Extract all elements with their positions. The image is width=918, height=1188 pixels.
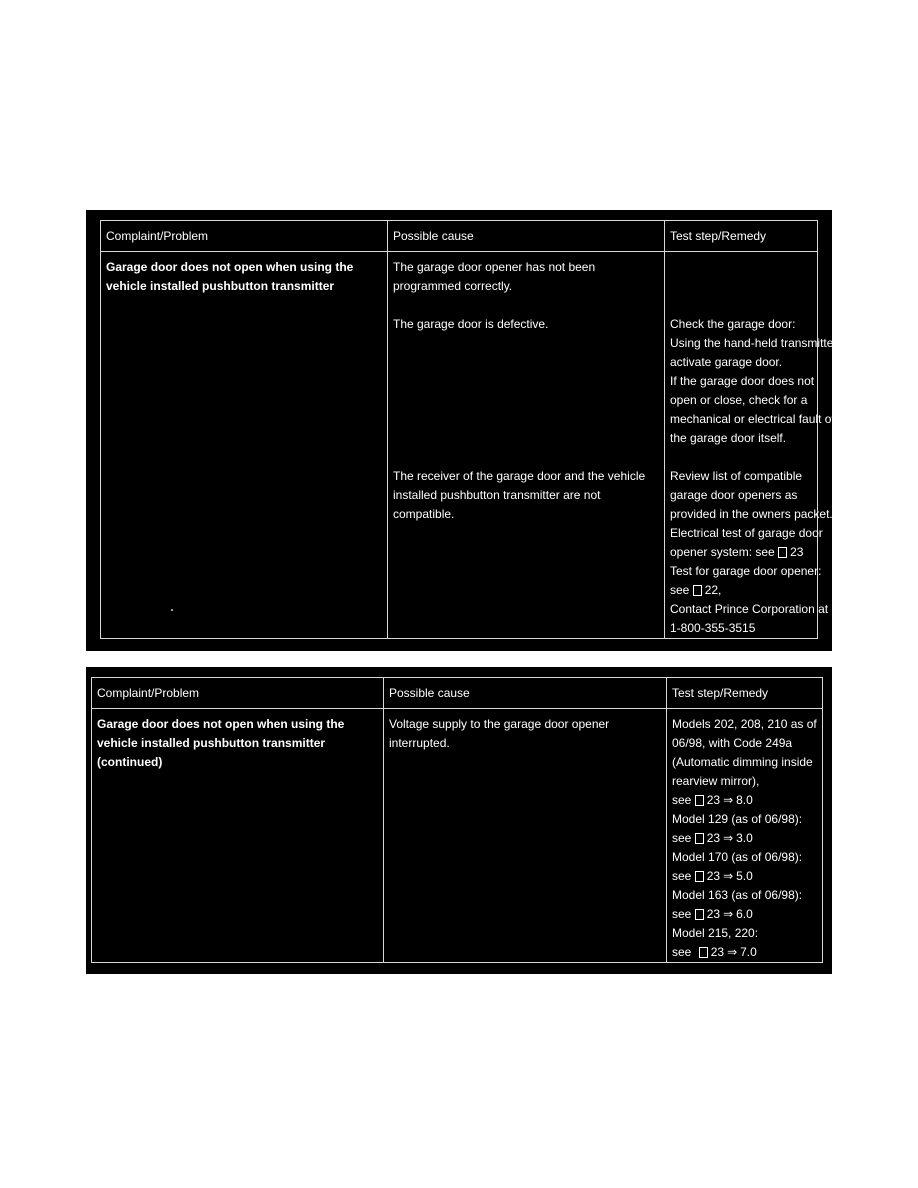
diagnosis-table-1 <box>100 220 841 639</box>
reference-number: 23 <box>710 945 725 959</box>
remedy-line: the garage door itself. <box>670 431 787 445</box>
arrow-right-icon: ⇒ <box>723 869 734 883</box>
diagnosis-table-2 <box>91 677 823 963</box>
header-complaint: Complaint/Problem <box>101 221 388 252</box>
header-cause: Possible cause <box>388 221 665 252</box>
remedy-line: Model 170 (as of 06/98): <box>672 850 803 864</box>
see-text: see <box>672 945 692 959</box>
header-cause: Possible cause <box>384 678 667 709</box>
remedy-line: 06/98, with Code 249a <box>672 736 793 750</box>
document-reference-icon <box>695 833 704 844</box>
complaint-text: Garage door does not open when using the vehicle installed pushbutton transmitter <box>106 260 354 293</box>
diagnosis-table-panel-2 <box>86 667 832 974</box>
header-complaint: Complaint/Problem <box>92 678 384 709</box>
remedy-line: Test for garage door opener: <box>670 564 822 578</box>
remedy-line <box>672 829 817 848</box>
reference-number: 22, <box>704 583 722 597</box>
remedy-line: Model 215, 220: <box>672 926 759 940</box>
remedy-line: open or close, check for a <box>670 393 808 407</box>
see-text: see <box>672 907 692 921</box>
cause-cell <box>388 252 665 639</box>
remedy-line: activate garage door. <box>670 355 783 369</box>
cause-text: The receiver of the garage door and the vehicle installed pushbutton transmitter are not compatible. <box>393 469 646 521</box>
scan-speck <box>171 609 173 611</box>
section-number: 6.0 <box>736 907 753 921</box>
section-number: 8.0 <box>736 793 753 807</box>
remedy-item <box>670 315 841 467</box>
see-text: see <box>672 869 692 883</box>
see-text: opener system: see <box>670 545 775 559</box>
remedy-item <box>670 467 833 638</box>
remedy-line: Review list of compatible <box>670 469 803 483</box>
table-header-row <box>101 221 818 252</box>
reference-number: 23 <box>706 907 721 921</box>
arrow-right-icon: ⇒ <box>723 831 734 845</box>
remedy-line <box>672 943 817 962</box>
diagnosis-table-panel-1 <box>86 210 841 651</box>
reference-number: 23 <box>706 793 721 807</box>
cause-text: Voltage supply to the garage door opener interrupted. <box>389 717 610 750</box>
remedy-item-empty <box>670 258 812 315</box>
remedy-line <box>670 581 812 600</box>
reference-number: 23 <box>706 831 721 845</box>
complaint-cell <box>92 709 384 963</box>
remedy-line: rearview mirror), <box>672 774 760 788</box>
cause-item <box>393 315 659 467</box>
section-number: 3.0 <box>736 831 753 845</box>
document-reference-icon <box>695 871 704 882</box>
remedy-line: Contact Prince Corporation at <box>670 602 829 616</box>
remedy-line <box>672 905 817 924</box>
table-row <box>92 709 823 963</box>
remedy-line: mechanical or electrical fault of <box>670 412 835 426</box>
cause-text: The garage door opener has not been programmed correctly. <box>393 260 596 293</box>
remedy-line <box>670 543 812 562</box>
complaint-text: Garage door does not open when using the vehicle installed pushbutton transmitter (continued) <box>97 717 345 769</box>
document-reference-icon <box>695 909 704 920</box>
arrow-right-icon: ⇒ <box>727 945 738 959</box>
remedy-cell <box>665 252 841 639</box>
remedy-line: Using the hand-held transmitter, <box>670 336 841 350</box>
see-text: see <box>672 831 692 845</box>
reference-number: 23 <box>706 869 721 883</box>
section-number: 5.0 <box>736 869 753 883</box>
arrow-right-icon: ⇒ <box>723 793 734 807</box>
remedy-line: Model 129 (as of 06/98): <box>672 812 803 826</box>
cause-cell <box>384 709 667 963</box>
remedy-line: (Automatic dimming inside <box>672 755 813 769</box>
cause-text: The garage door is defective. <box>393 317 549 331</box>
document-reference-icon <box>695 795 704 806</box>
remedy-line: 1-800-355-3515 <box>670 621 756 635</box>
remedy-line: Models 202, 208, 210 as of <box>672 717 817 731</box>
remedy-line <box>672 791 817 810</box>
document-reference-icon <box>778 547 787 558</box>
remedy-line: provided in the owners packet. <box>670 507 833 521</box>
remedy-line: Electrical test of garage door <box>670 526 823 540</box>
section-number: 7.0 <box>740 945 757 959</box>
remedy-line: Check the garage door: <box>670 317 796 331</box>
document-reference-icon <box>699 947 708 958</box>
header-remedy: Test step/Remedy <box>667 678 823 709</box>
remedy-line: If the garage door does not <box>670 374 815 388</box>
reference-number: 23 <box>790 545 804 559</box>
table-header-row <box>92 678 823 709</box>
arrow-right-icon: ⇒ <box>723 907 734 921</box>
remedy-line: Model 163 (as of 06/98): <box>672 888 803 902</box>
header-remedy: Test step/Remedy <box>665 221 818 252</box>
table-row <box>101 252 818 639</box>
cause-item <box>393 258 659 315</box>
remedy-line: garage door openers as <box>670 488 798 502</box>
cause-item <box>393 467 659 524</box>
see-text: see <box>672 793 692 807</box>
remedy-line <box>672 867 817 886</box>
document-reference-icon <box>693 585 702 596</box>
see-text: see <box>670 583 690 597</box>
complaint-cell <box>101 252 388 639</box>
remedy-cell <box>667 709 823 963</box>
